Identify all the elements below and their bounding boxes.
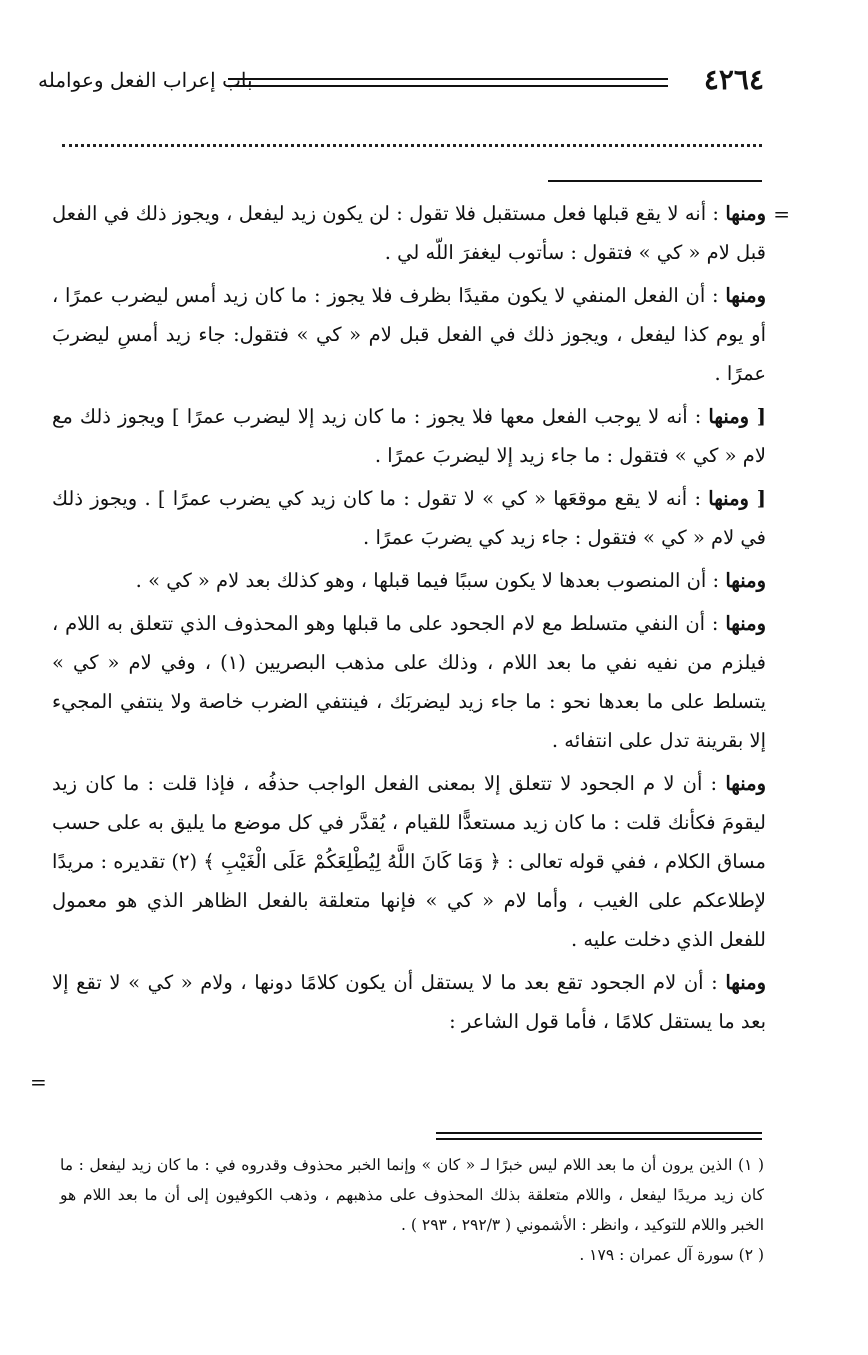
paragraph <box>52 561 766 600</box>
continuation-mark-bottom: = <box>30 1070 47 1094</box>
footnote: ( ١) الذين يرون أن ما بعد اللام ليس خبرًا لـ « كان » وإنما الخبر محذوف وقدروه في : ما كان زيد ليفعل : ما كان زيد مريدًا ليفعل ، واللام متعلقة بذلك المحذوف على مذهبهم ، وذهب الكوفيون إلى أن ما بعد اللام هو الخبر واللام للتوكيد ، وانظر : الأشموني ( ٢٩٢/٣ ، ٢٩٣ ) . <box>60 1156 765 1234</box>
paragraph <box>52 276 766 393</box>
paragraph <box>52 479 766 557</box>
paragraph-lead: ومنها <box>725 569 766 592</box>
footnote: ( ٢) سورة آل عمران : ١٧٩ . <box>579 1246 764 1264</box>
paragraph-text: : أن النفي متسلط مع لام الجحود على ما قبلها وهو المحذوف الذي تتعلق به اللام ، فيلزم من نفيه نفي ما بعد اللام ، وذلك على مذهب البصريين (١) ، وفي لام « كي » يتسلط على ما بعدها نحو : ما جاء زيد ليضربَك ، فينتفي الضرب خاصة ولا ينتفي المجيء إلا بقرينة تدل على انتفائه . <box>52 612 766 752</box>
chapter-title: باب إعراب الفعل وعوامله <box>38 68 253 92</box>
main-text <box>52 194 766 1045</box>
continuation-mark-top: = <box>773 202 790 226</box>
paragraph-lead: [ ومنها <box>708 405 766 428</box>
paragraph <box>52 397 766 475</box>
paragraph <box>52 194 766 272</box>
paragraph <box>52 604 766 760</box>
header-double-rule <box>228 78 668 87</box>
paragraph-text: : أن لا م الجحود لا تتعلق إلا بمعنى الفعل الواجب حذفُه ، فإذا قلت : ما كان زيد ليقومَ فكأنك قلت : ما كان زيد مستعدًّا للقيام ، يُقدَّر في كل موضع ما يليق به على حسب مساق الكلام ، ففي قوله تعالى : ﴿ وَمَا كَانَ اللَّهُ لِيُطْلِعَكُمْ عَلَى الْغَيْبِ ﴾ (٢) تقديره : مريدًا لإطلاعكم على الغيب ، وأما لام « كي » فإنها متعلقة بالفعل الظاهر الذي هو معمول للفعل الذي دخلت عليه . <box>52 772 766 951</box>
paragraph-lead: ومنها <box>725 284 767 307</box>
footnotes <box>60 1150 764 1270</box>
footnote-separator-rule <box>436 1132 762 1140</box>
paragraph-lead: ومنها <box>725 971 767 994</box>
short-separator-rule <box>548 180 762 182</box>
paragraph-lead: [ ومنها <box>708 487 766 510</box>
paragraph-text: : أنه لا يقع موقعَها « كي » لا تقول : ما كان زيد كي يضرب عمرًا ] . ويجوز ذلك في لام « كي » فتقول : جاء زيد كي يضربَ عمرًا . <box>52 487 766 549</box>
paragraph-lead: ومنها <box>725 202 766 225</box>
paragraph-lead: ومنها <box>725 772 766 795</box>
paragraph-text: : أن المنصوب بعدها لا يكون سببًا فيما قبلها ، وهو كذلك بعد لام « كي » . <box>135 569 720 592</box>
paragraph-text: : أنه لا يقع قبلها فعل مستقبل فلا تقول : لن يكون زيد ليفعل ، ويجوز ذلك في الفعل قبل لام « كي » فتقول : سأتوب ليغفرَ اللّه لي . <box>52 202 766 264</box>
running-header <box>38 58 764 106</box>
paragraph-text: : أن لام الجحود تقع بعد ما لا يستقل أن يكون كلامًا دونها ، ولام « كي » لا تقع إلا بعد ما يستقل كلامًا ، فأما قول الشاعر : <box>52 971 766 1033</box>
page-number: ٤٢٦٤ <box>703 63 764 96</box>
paragraph-lead: ومنها <box>725 612 766 635</box>
paragraph <box>52 764 766 959</box>
paragraph-text: : أن الفعل المنفي لا يكون مقيدًا بظرف فلا يجوز : ما كان زيد أمس ليضرب عمرًا ، أو يوم كذا ليفعل ، ويجوز ذلك في الفعل قبل لام « كي » فتقول: جاء زيد أمسِ ليضربَ عمرًا . <box>52 284 766 385</box>
paragraph <box>52 963 766 1041</box>
dotted-separator <box>62 134 762 147</box>
paragraph-text: : أنه لا يوجب الفعل معها فلا يجوز : ما كان زيد إلا ليضرب عمرًا ] ويجوز ذلك مع لام « كي » فتقول : ما جاء زيد إلا ليضربَ عمرًا . <box>52 405 766 467</box>
